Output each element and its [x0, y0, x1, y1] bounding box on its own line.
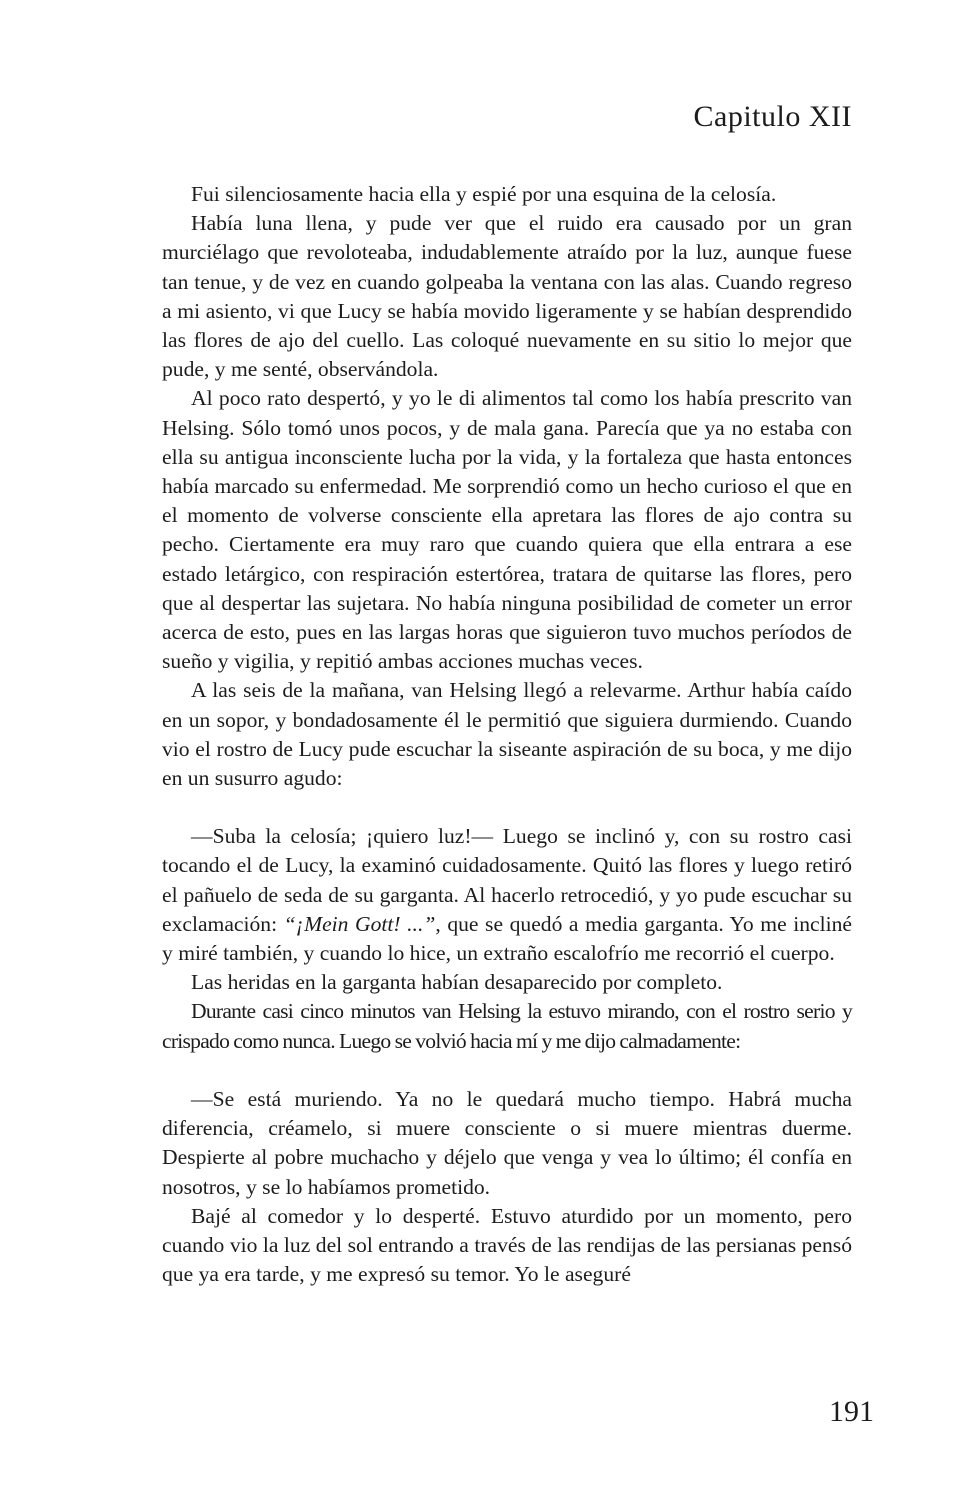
paragraph-8: —Se está muriendo. Ya no le quedará mucho tiempo. Habrá mucha diferencia, créamelo, si muere consciente o si muere mientras duerme. Despierte al pobre muchacho y déjelo que venga y vea lo último; él confía en nosotros, y se lo habíamos prometido.	[162, 1086, 852, 1199]
body-text	[162, 180, 852, 1289]
paragraph-7: Durante casi cinco minutos van Helsing la estuvo mirando, con el rostro serio y crispado como nunca. Luego se volvió hacia mí y me dijo calmadamente:	[162, 999, 852, 1053]
paragraph-1: Fui silenciosamente hacia ella y espié por una esquina de la celosía.	[191, 182, 777, 206]
paragraph-5-text-before: —Suba la celosía; ¡quiero luz!— Luego se inclinó y, con su rostro casi tocando el de Lucy, la examinó cuidadosamente. Quitó las flores y luego retiró el pañuelo de seda de su garganta. Al hacerlo retrocedió, y yo pude escuchar su exclamación:	[162, 824, 852, 936]
paragraph-6: Las heridas en la garganta habían desaparecido por completo.	[191, 970, 723, 995]
paragraph-3: Al poco rato despertó, y yo le di alimentos tal como los había prescrito van Helsing. Sólo tomó unos pocos, y de mala gana. Parecía que ya no estaba con ella su antigua inconsciente lucha por la vida, y la fortaleza que hasta entonces había marcado su enfermedad. Me sorprendió como un hecho curioso el que en el momento de volverse consciente ella apretara las flores de ajo contra su pecho. Ciertamente era muy raro que cuando quiera que ella entrara a ese estado letárgico, con respiración estertórea, tratara de quitarse las flores, pero que al despertar las sujetara. No había ninguna posibilidad de cometer un error acerca de esto, pues en las largas horas que siguieron tuvo muchos períodos de sueño y vigilia, y repitió ambas acciones muchas veces.	[162, 386, 852, 674]
chapter-heading: Capitulo XII	[693, 100, 852, 133]
paragraph-5	[162, 822, 852, 968]
paragraph-9: Bajé al comedor y lo desperté. Estuvo aturdido por un momento, pero cuando vio la luz del sol entrando a través de las rendijas de las persianas pensó que ya era tarde, y me expresó su temor. Yo le aseguré	[162, 1203, 852, 1287]
paragraph-4: A las seis de la mañana, van Helsing llegó a relevarme. Arthur había caído en un sopor, y bondadosamente él le permitió que siguiera durmiendo. Cuando vio el rostro de Lucy pude escuchar la siseante aspiración de su boca, y me dijo en un susurro agudo:	[162, 678, 852, 791]
exclamation-italic: “¡Mein Gott! ...”	[283, 911, 436, 936]
paragraph-5-text-after: , que se quedó a media garganta. Yo me incliné y miré también, y cuando lo hice, un extraño escalofrío me recorrió el cuerpo.	[162, 911, 852, 966]
paragraph-2: Había luna llena, y pude ver que el ruido era causado por un gran murciélago que revoloteaba, indudablemente atraído por la luz, aunque fuese tan tenue, y de vez en cuando golpeaba la ventana con las alas. Cuando regreso a mi asiento, vi que Lucy se había movido ligeramente y se habían desprendido las flores de ajo del cuello. Las coloqué nuevamente en su sitio lo mejor que pude, y me senté, observándola.	[162, 211, 852, 382]
page-number: 191	[829, 1395, 874, 1428]
